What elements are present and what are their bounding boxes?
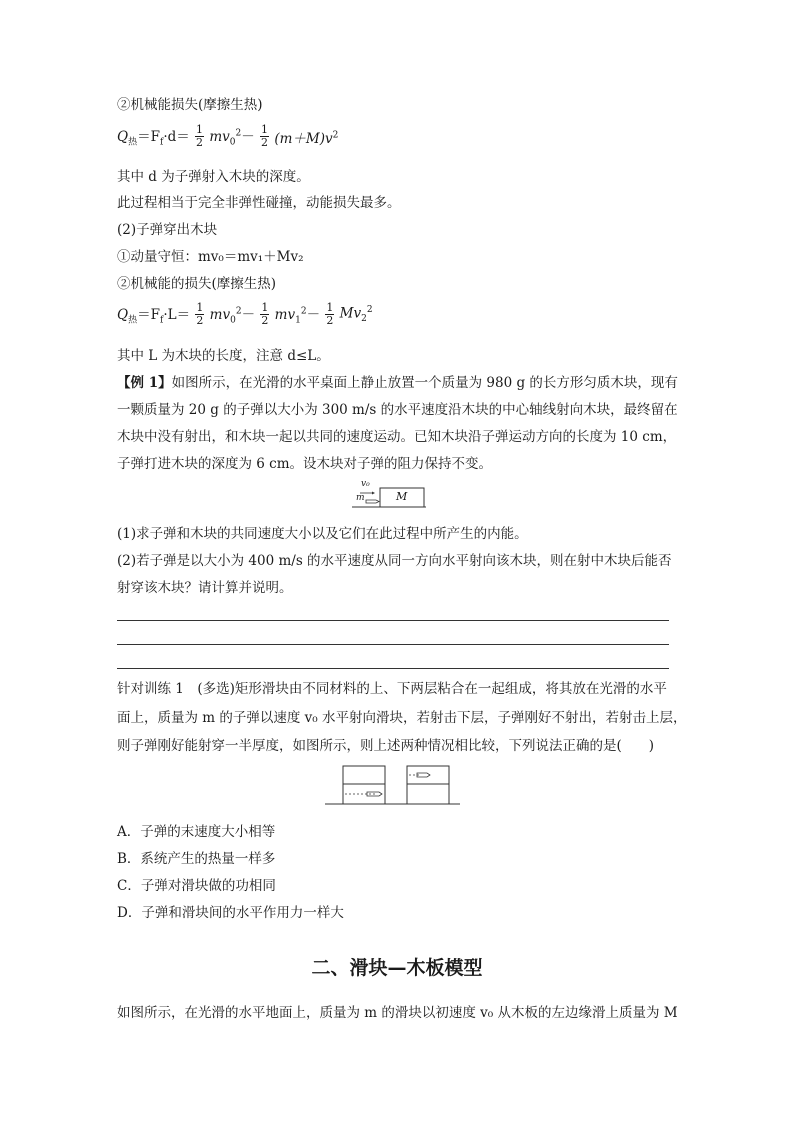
training-line-2: 面上，质量为 m 的子弹以速度 v₀ 水平射向滑块，若射击下层，子弹刚好不射出，若射击上层， <box>117 710 687 726</box>
example-line-1: 【例 1】如图所示，在光滑的水平桌面上静止放置一个质量为 980 g 的长方形匀质木块，现有 <box>117 375 678 391</box>
mech-loss-heading: ②机械能损失(摩擦生热) <box>117 97 263 113</box>
training-line-3: 则子弹刚好能射穿一半厚度，如图所示，则上述两种情况相比较，下列说法正确的是( ) <box>117 738 655 754</box>
block-lower-shot <box>343 766 385 804</box>
block-upper-shot <box>407 766 449 804</box>
bullet-block-figure <box>352 479 432 510</box>
answer-line-2 <box>117 644 669 645</box>
choice-b: B．系统产生的热量一样多 <box>117 851 276 867</box>
fraction-half: $\frac{1}{2}$ <box>196 123 204 149</box>
momentum-equation: ①动量守恒：mv₀＝mv₁＋Mv₂ <box>117 249 304 265</box>
choice-a: A．子弹的末速度大小相等 <box>117 824 276 840</box>
model-intro-line: 如图所示，在光滑的水平地面上，质量为 m 的滑块以初速度 v₀ 从木板的左边缘滑上质量为 M <box>117 1005 678 1021</box>
choice-c: C．子弹对滑块做的功相同 <box>117 878 276 894</box>
heat-equation-1: $Q_热=F_f\cdot d=$ $\frac{1}{2}$ $mv_0^2-$ $\frac{1}{2}$ $(m+M)v^2$ <box>117 123 339 149</box>
m-label: m <box>356 493 365 503</box>
depth-note: 其中 d 为子弹射入木块的深度。 <box>117 169 310 185</box>
heat-equation-2: $Q_热=F_f\cdot L=$ $\frac{1}{2}$ $mv_0^2-$ $\frac{1}{2}$ $mv_1^2-$ $\frac{1}{2}$ $Mv_2^2$ <box>117 301 373 327</box>
mech-loss-heading-2: ②机械能的损失(摩擦生热) <box>117 276 277 292</box>
example-line-2: 一颗质量为 20 g 的子弹以大小为 300 m/s 的水平速度沿木块的中心轴线射向木块，最终留在 <box>117 402 678 418</box>
two-layer-blocks-figure <box>325 762 460 808</box>
M-label: M <box>396 490 408 503</box>
answer-line-1 <box>117 620 669 621</box>
bullet-shape <box>366 500 379 503</box>
question-2-line-1: (2)若子弹是以大小为 400 m/s 的水平速度从同一方向水平射向该木块，则在射中木块后能否 <box>117 553 672 569</box>
v0-label: v₀ <box>361 479 370 489</box>
inelastic-note: 此过程相当于完全非弹性碰撞，动能损失最多。 <box>117 195 401 211</box>
choice-d: D．子弹和滑块间的水平作用力一样大 <box>117 905 344 921</box>
length-note: 其中 L 为木块的长度，注意 d≤L。 <box>117 348 330 364</box>
example-line-3: 木块中没有射出，和木块一起以共同的速度运动。已知木块沿子弹运动方向的长度为 10 cm， <box>117 429 677 445</box>
example-tag: 【例 1】 <box>117 375 172 391</box>
question-1: (1)求子弹和木块的共同速度大小以及它们在此过程中所产生的内能。 <box>117 526 528 542</box>
question-2-line-2: 射穿该木块？请计算并说明。 <box>117 580 293 596</box>
fraction-half: $\frac{1}{2}$ <box>261 123 269 149</box>
training-line-1: 针对训练 1 (多选)矩形滑块由不同材料的上、下两层粘合在一起组成，将其放在光滑的水平 <box>117 681 667 697</box>
bullet-through-heading: (2)子弹穿出木块 <box>117 222 218 238</box>
answer-line-3 <box>117 668 669 669</box>
section-title: 二、滑块—木板模型 <box>311 957 483 979</box>
example-line-4: 子弹打进木块的深度为 6 cm。设木块对子弹的阻力保持不变。 <box>117 456 493 472</box>
